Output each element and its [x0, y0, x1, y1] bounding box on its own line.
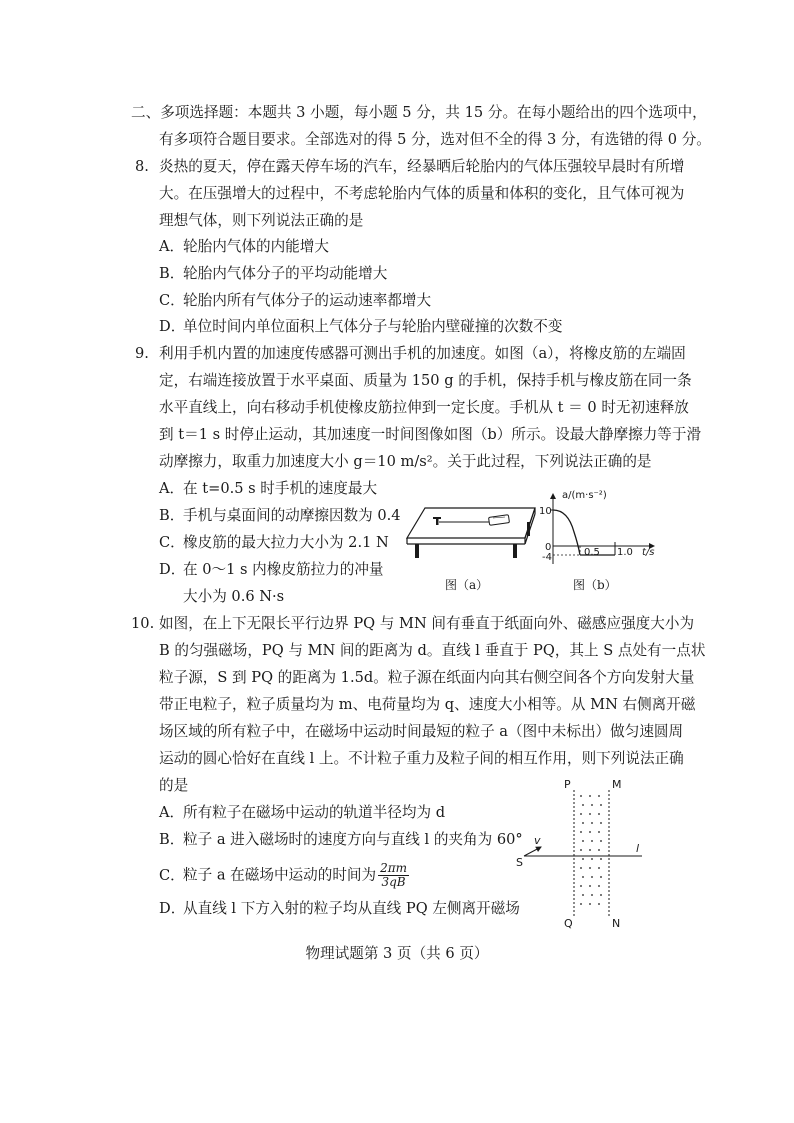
- field-dot: [598, 831, 600, 833]
- field-dot: [600, 822, 602, 824]
- q8-option-b: B．轮胎内气体分子的平均动能增大: [159, 265, 388, 282]
- q8-option-a: A．轮胎内气体的内能增大: [159, 238, 329, 255]
- label-v: v: [534, 834, 541, 847]
- field-dot: [589, 885, 591, 887]
- label-S: S: [516, 856, 523, 869]
- field-dot: [598, 795, 600, 797]
- label-P: P: [564, 778, 571, 791]
- q10-option-a: A．所有粒子在磁场中运动的轨道半径均为 d: [159, 804, 446, 821]
- field-dot: [582, 804, 584, 806]
- label-M: M: [612, 778, 622, 791]
- field-dot: [600, 858, 602, 860]
- label-N: N: [612, 917, 621, 930]
- q9-option-a: A．在 t=0.5 s 时手机的速度最大: [159, 480, 378, 497]
- q10-stem-line3: 粒子源，S 到 PQ 的距离为 1.5d。粒子源在纸面内向其右侧空间各个方向发射大量: [159, 669, 695, 686]
- q9-number: 9.: [135, 345, 149, 362]
- graph-y-tick-bottom: -4: [542, 552, 552, 563]
- q9-stem-line1: 利用手机内置的加速度传感器可测出手机的加速度。如图（a），将橡皮筋的左端固: [159, 345, 686, 362]
- field-dot: [589, 813, 591, 815]
- field-dot: [591, 894, 593, 896]
- page-footer: 物理试题第 3 页（共 6 页）: [305, 945, 489, 962]
- q10-stem-line6: 运动的圆心恰好在直线 l 上。不计粒子重力及粒子间的相互作用，则下列说法正确: [159, 750, 684, 767]
- graph-x-label: t/s: [642, 547, 655, 558]
- section-heading-line1: 二、多项选择题：本题共 3 小题，每小题 5 分，共 15 分。在每小题给出的四个选项中，: [131, 104, 707, 121]
- q10-stem-line2: B 的匀强磁场，PQ 与 MN 间的距离为 d。直线 l 垂直于 PQ，其上 S 点处有一点状: [159, 642, 706, 659]
- section-heading-line2: 有多项符合题目要求。全部选对的得 5 分，选对但不全的得 3 分，有选错的得 0 分。: [159, 131, 711, 148]
- field-dot: [580, 813, 582, 815]
- figure-b-acceleration-graph: [538, 488, 663, 566]
- q9-stem-line2: 定，右端连接放置于水平桌面、质量为 150 g 的手机，保持手机与橡皮筋在同一条: [159, 372, 692, 389]
- q9-option-d: D．在 0～1 s 内橡皮筋拉力的冲量: [159, 561, 384, 578]
- q9-option-d-continued: 大小为 0.6 N·s: [183, 588, 285, 605]
- q9-option-c: C．橡皮筋的最大拉力大小为 2.1 N: [159, 534, 389, 551]
- q8-option-d: D．单位时间内单位面积上气体分子与轮胎内壁碰撞的次数不变: [159, 318, 563, 335]
- q8-stem-line3: 理想气体，则下列说法正确的是: [159, 212, 364, 229]
- field-dot: [580, 867, 582, 869]
- q10-stem-line7: 的是: [159, 777, 189, 794]
- label-Q: Q: [564, 917, 573, 930]
- field-dot: [580, 885, 582, 887]
- field-dot: [580, 831, 582, 833]
- q9-stem-line3: 水平直线上，向右移动手机使橡皮筋拉伸到一定长度。手机从 t ＝ 0 时无初速释放: [159, 399, 689, 416]
- field-dot: [598, 849, 600, 851]
- q10-stem-line1: 如图，在上下无限长平行边界 PQ 与 MN 间有垂直于纸面向外、磁感应强度大小为: [159, 615, 695, 632]
- field-dot: [580, 903, 582, 905]
- figure-b-caption: 图（b）: [573, 578, 617, 592]
- field-dot: [582, 894, 584, 896]
- q8-number: 8.: [135, 158, 149, 175]
- q9-stem-line5: 动摩擦力，取重力加速度大小 g＝10 m/s²。关于此过程，下列说法正确的是: [159, 453, 652, 470]
- q10-magnetic-field-diagram: [508, 776, 658, 932]
- q10-number: 10.: [131, 615, 155, 632]
- field-dot: [589, 795, 591, 797]
- figure-a-table-diagram: [405, 500, 540, 570]
- field-dot: [598, 867, 600, 869]
- graph-x-tick-end: 1.0: [617, 547, 633, 558]
- field-dot: [589, 831, 591, 833]
- figure-a-caption: 图（a）: [445, 578, 489, 592]
- field-dot: [600, 876, 602, 878]
- q10-stem-line4: 带正电粒子，粒子质量均为 m、电荷量均为 q、速度大小相等。从 MN 右侧离开磁: [159, 696, 696, 713]
- q10-option-d: D．从直线 l 下方入射的粒子均从直线 PQ 左侧离开磁场: [159, 900, 520, 917]
- graph-x-tick-mid: 0.5: [584, 547, 600, 558]
- q8-stem-line2: 大。在压强增大的过程中，不考虑轮胎内气体的质量和体积的变化，且气体可视为: [159, 185, 685, 202]
- field-dot: [582, 822, 584, 824]
- field-dot: [591, 876, 593, 878]
- field-dot: [600, 840, 602, 842]
- field-dots: [580, 795, 602, 905]
- graph-y-tick-zero: 0: [545, 542, 552, 553]
- field-dot: [591, 858, 593, 860]
- q9-option-b: B．手机与桌面间的动摩擦因数为 0.4: [159, 507, 401, 524]
- field-dot: [589, 849, 591, 851]
- field-dot: [591, 840, 593, 842]
- q8-option-c: C．轮胎内所有气体分子的运动速率都增大: [159, 292, 432, 309]
- graph-y-tick-top: 10: [539, 506, 552, 517]
- q10-option-c: C．粒子 a 在磁场中运动的时间为 $\frac{2\pi m}{3qB}$: [159, 861, 408, 889]
- field-dot: [582, 876, 584, 878]
- field-dot: [589, 903, 591, 905]
- q10-option-c-fraction: $\frac{2\pi m}{3qB}$: [380, 861, 408, 889]
- field-dot: [598, 903, 600, 905]
- field-dot: [580, 849, 582, 851]
- field-dot: [598, 885, 600, 887]
- q9-stem-line4: 到 t＝1 s 时停止运动，其加速度一时间图像如图（b）所示。设最大静摩擦力等于滑: [159, 426, 702, 443]
- q10-option-b: B．粒子 a 进入磁场时的速度方向与直线 l 的夹角为 60°: [159, 831, 523, 848]
- label-l: l: [636, 842, 640, 855]
- field-dot: [580, 795, 582, 797]
- field-dot: [591, 804, 593, 806]
- graph-y-label: a/(m·s⁻²): [562, 490, 607, 501]
- field-dot: [582, 858, 584, 860]
- q8-stem-line1: 炎热的夏天，停在露天停车场的汽车，经暴晒后轮胎内的气体压强较早晨时有所增: [159, 158, 685, 175]
- field-dot: [589, 867, 591, 869]
- field-dot: [600, 804, 602, 806]
- field-dot: [600, 894, 602, 896]
- field-dot: [582, 840, 584, 842]
- q10-stem-line5: 场区域的所有粒子中，在磁场中运动时间最短的粒子 a（图中未标出）做匀速圆周: [159, 723, 684, 740]
- field-dot: [598, 813, 600, 815]
- field-dot: [591, 822, 593, 824]
